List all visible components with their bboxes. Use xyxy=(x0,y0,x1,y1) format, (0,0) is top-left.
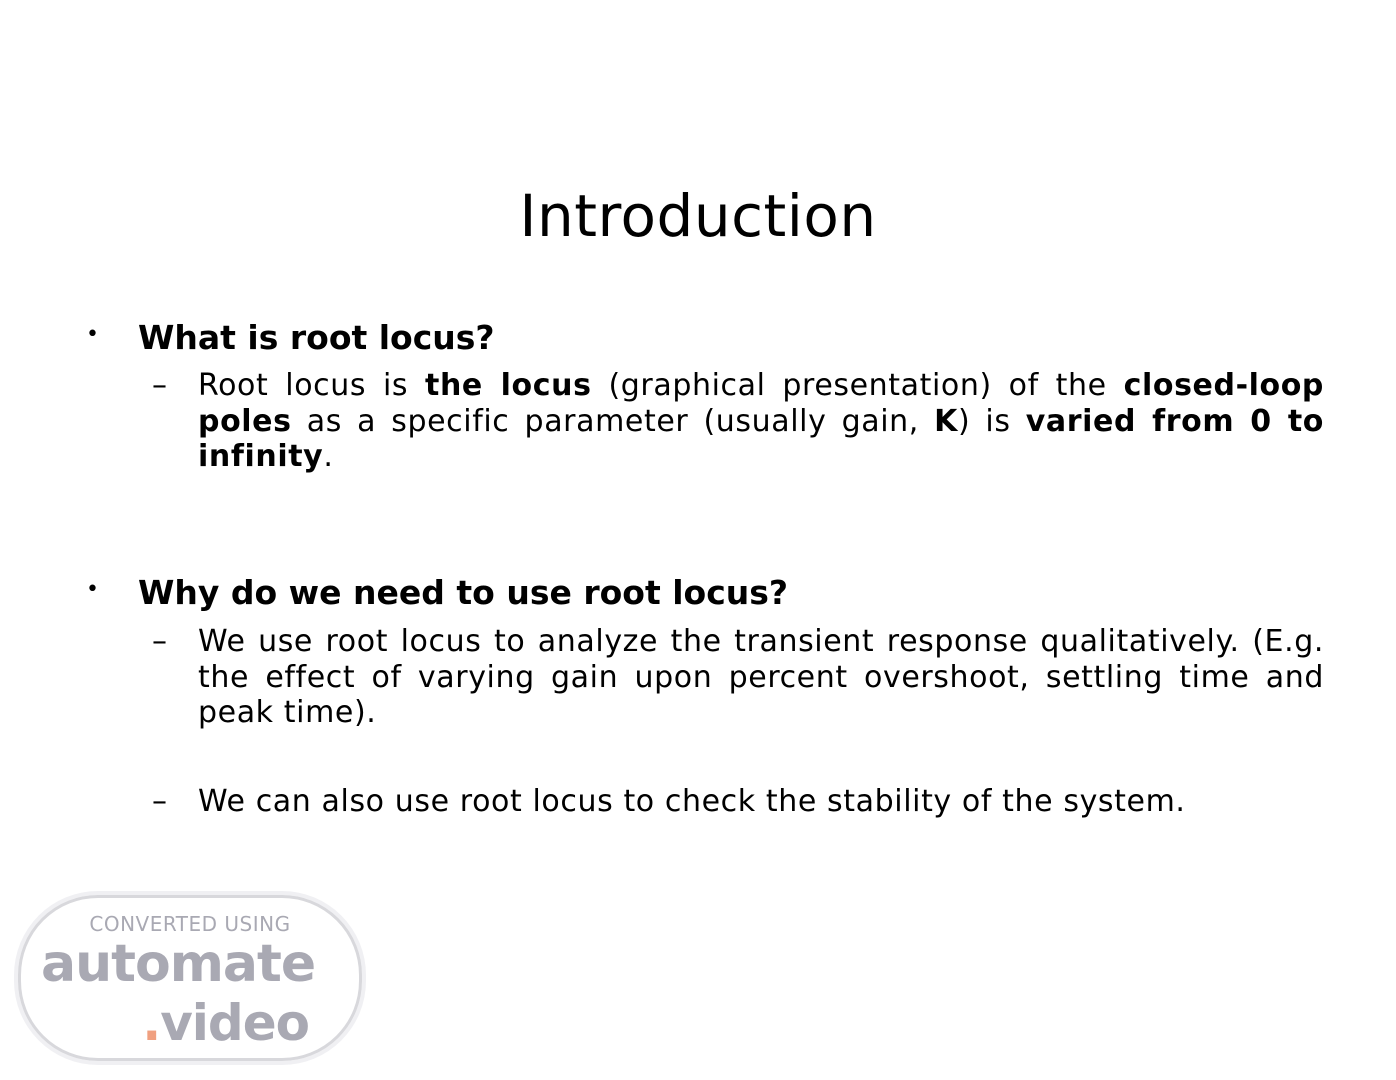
bold-run: varied from 0 to infinity xyxy=(198,403,1324,474)
point-paragraph xyxy=(198,368,1324,475)
section-question: What is root locus? xyxy=(138,318,495,357)
dash-icon: – xyxy=(152,784,167,819)
dash-icon: – xyxy=(152,624,167,659)
point-paragraph xyxy=(198,624,1324,731)
bullet-icon: • xyxy=(86,322,99,347)
watermark-dot: . xyxy=(142,994,161,1052)
watermark-top-text: CONVERTED USING xyxy=(89,912,291,936)
text-run: ) is xyxy=(957,403,1026,439)
bold-run: closed-loop poles xyxy=(198,368,1324,439)
bullet-icon: • xyxy=(86,577,99,602)
text-run: . xyxy=(323,439,334,474)
slide-title: Introduction xyxy=(519,182,877,250)
text-run: We use root locus to analyze the transient response qualitatively. (E.g. the effect of varying gain upon percent overshoot, settling time and peak time). xyxy=(198,624,1324,730)
watermark-sub xyxy=(142,994,309,1052)
text-run: (graphical presentation) of the xyxy=(591,368,1124,403)
text-run: Root locus is xyxy=(198,368,426,403)
point-paragraph xyxy=(198,784,1324,820)
text-run: We can also use root locus to check the stability of the system. xyxy=(198,784,1186,819)
section-question: Why do we need to use root locus? xyxy=(138,573,789,612)
text-run: as a specific parameter (usually gain, xyxy=(291,403,935,439)
watermark-badge xyxy=(18,895,362,1061)
watermark-main-text: automate xyxy=(41,934,316,994)
bold-run: the locus xyxy=(425,368,592,403)
watermark-sub-text: video xyxy=(160,994,309,1052)
dash-icon: – xyxy=(152,368,167,403)
bold-run: K xyxy=(934,403,958,439)
